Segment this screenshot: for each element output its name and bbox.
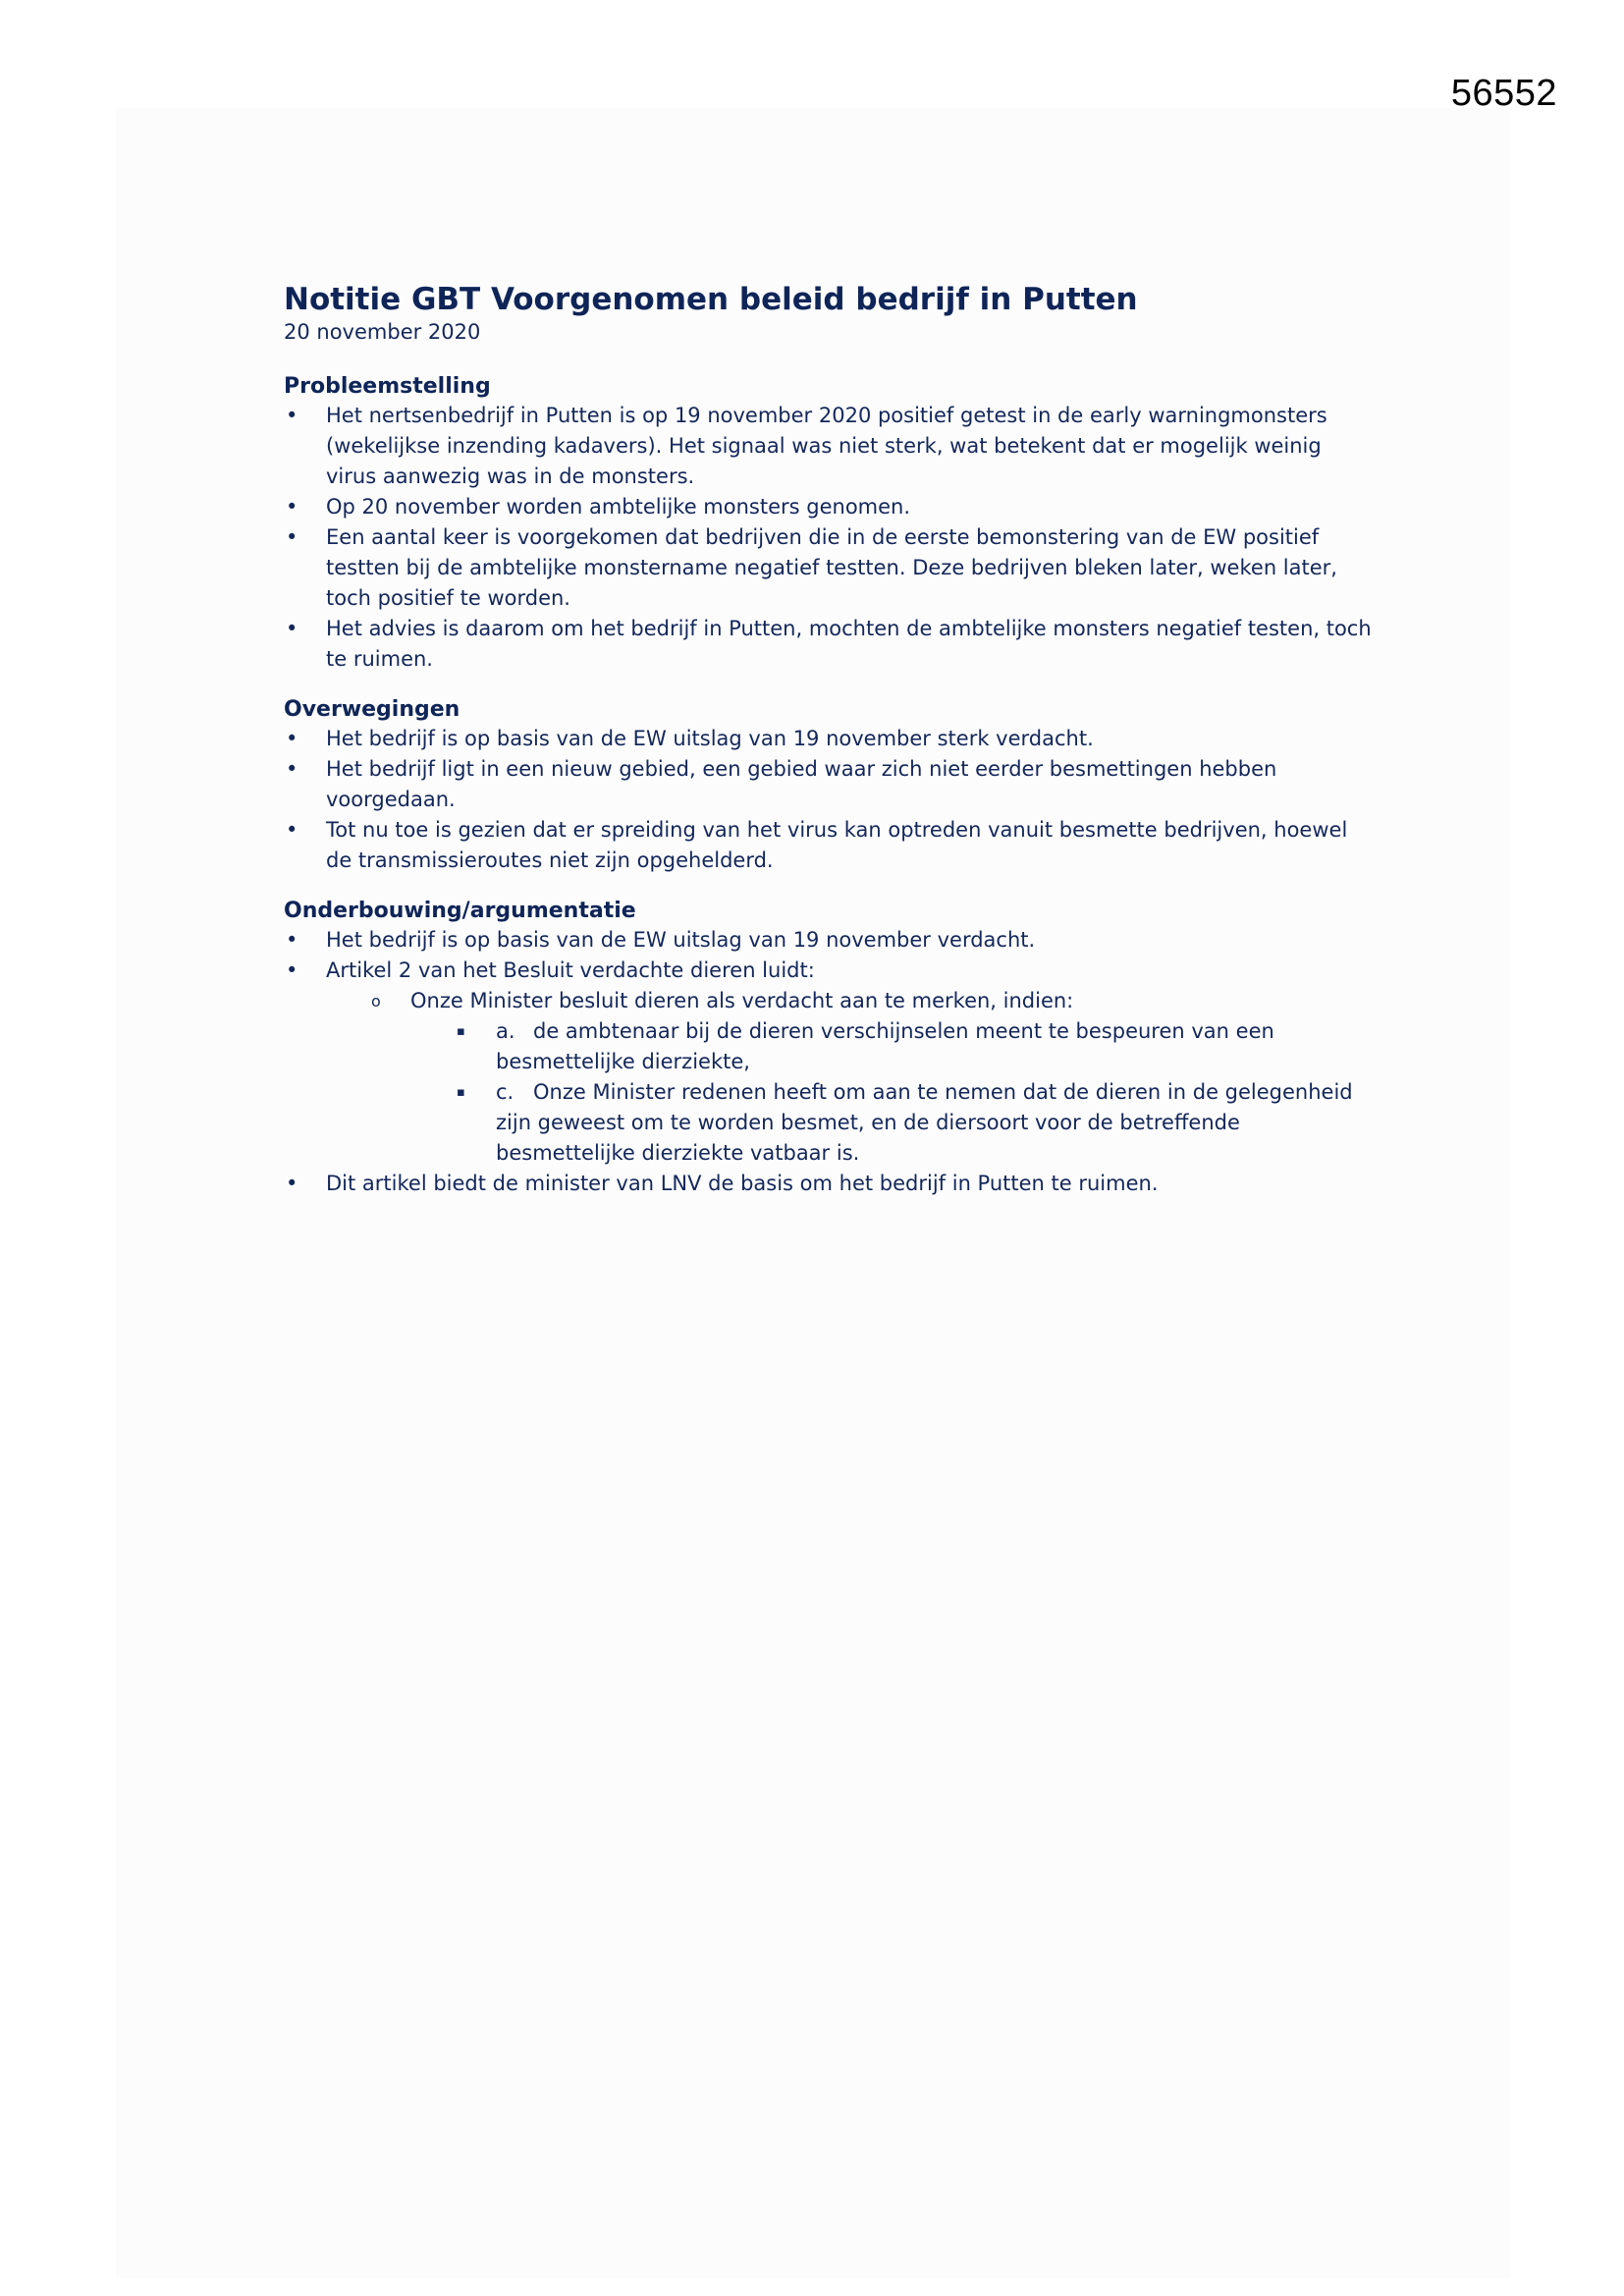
list-item: [284, 815, 1374, 876]
bullet-icon: •: [286, 818, 298, 842]
list-item-text: Het advies is daarom om het bedrijf in Putten, mochten de ambtelijke monsters negatief testen, toch te ruimen.: [326, 617, 1372, 671]
bullet-icon: •: [286, 1172, 298, 1195]
clause-prefix: a.: [496, 1019, 515, 1043]
list-item-text: Dit artikel biedt de minister van LNV de basis om het bedrijf in Putten te ruimen.: [326, 1172, 1159, 1195]
bullet-icon: •: [286, 617, 298, 640]
list-item: [284, 724, 1374, 754]
clause-text: de ambtenaar bij de dieren verschijnselen meent te bespeuren van een besmettelijke dierziekte,: [496, 1019, 1274, 1073]
list-item: [284, 925, 1374, 956]
list-item-text: Artikel 2 van het Besluit verdachte dieren luidt:: [326, 958, 815, 982]
overwegingen-list: [284, 724, 1374, 876]
clause-list: [410, 1016, 1374, 1169]
bullet-icon: •: [286, 928, 298, 952]
list-item-text: Op 20 november worden ambtelijke monsters genomen.: [326, 495, 911, 519]
list-item-text: Het bedrijf is op basis van de EW uitslag van 19 november sterk verdacht.: [326, 727, 1094, 750]
list-item-text: Het bedrijf is op basis van de EW uitslag van 19 november verdacht.: [326, 928, 1036, 952]
list-item: [284, 1169, 1374, 1199]
section-heading-onderbouwing: Onderbouwing/argumentatie: [284, 899, 636, 923]
square-bullet-icon: ▪: [457, 1024, 465, 1039]
list-item: [284, 401, 1374, 492]
clause-item: [454, 1077, 1374, 1169]
list-item: [284, 754, 1374, 815]
bullet-icon: •: [286, 757, 298, 781]
section-heading-overwegingen: Overwegingen: [284, 697, 460, 722]
clause-prefix: c.: [496, 1080, 514, 1104]
list-item-text: Het bedrijf ligt in een nieuw gebied, een gebied waar zich niet eerder besmettingen hebben voorgedaan.: [326, 757, 1277, 811]
list-item: [284, 522, 1374, 614]
document-body: [284, 281, 1374, 1221]
bullet-icon: •: [286, 727, 298, 750]
sub-list: [326, 986, 1374, 1169]
bullet-icon: •: [286, 495, 298, 519]
document-date: 20 november 2020: [284, 320, 481, 344]
bullet-icon: •: [286, 404, 298, 427]
list-item: [284, 492, 1374, 522]
bullet-icon: •: [286, 525, 298, 549]
bullet-icon: •: [286, 958, 298, 982]
circle-bullet-icon: o: [371, 992, 381, 1011]
list-item-text: Het nertsenbedrijf in Putten is op 19 november 2020 positief getest in de early warningmonsters (wekelijkse inzending kadavers). Het signaal was niet sterk, wat betekent dat er mogelijk weinig virus aanwezig was in de monsters.: [326, 404, 1327, 488]
sub-list-item-text: Onze Minister besluit dieren als verdacht aan te merken, indien:: [410, 989, 1074, 1012]
document-title: Notitie GBT Voorgenomen beleid bedrijf in Putten: [284, 282, 1138, 317]
list-item: [284, 956, 1374, 1169]
list-item-text: Een aantal keer is voorgekomen dat bedrijven die in de eerste bemonstering van de EW positief testten bij de ambtelijke monstername negatief testten. Deze bedrijven bleken later, weken later, toch positief te worden.: [326, 525, 1337, 610]
clause-text: Onze Minister redenen heeft om aan te nemen dat de dieren in de gelegenheid zijn geweest om te worden besmet, en de diersoort voor de betreffende besmettelijke dierziekte vatbaar is.: [496, 1080, 1353, 1165]
sub-list-item: [368, 986, 1374, 1169]
clause-item: [454, 1016, 1374, 1077]
list-item: [284, 614, 1374, 675]
probleemstelling-list: [284, 401, 1374, 675]
section-heading-probleemstelling: Probleemstelling: [284, 374, 491, 399]
onderbouwing-list: [284, 925, 1374, 1199]
square-bullet-icon: ▪: [457, 1085, 465, 1100]
page-number: 56552: [1450, 73, 1557, 114]
list-item-text: Tot nu toe is gezien dat er spreiding van het virus kan optreden vanuit besmette bedrijven, hoewel de transmissieroutes niet zijn opgehelderd.: [326, 818, 1348, 872]
